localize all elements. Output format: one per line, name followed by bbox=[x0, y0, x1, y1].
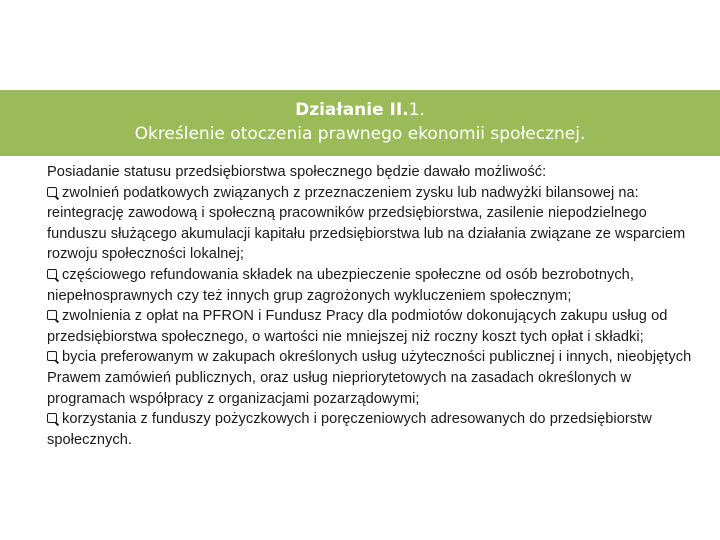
list-item bbox=[47, 183, 707, 265]
list-item bbox=[47, 409, 707, 450]
title-number: 1. bbox=[408, 100, 425, 120]
checkbox-square-icon bbox=[47, 413, 57, 423]
checkbox-square-icon bbox=[47, 351, 57, 361]
list-item bbox=[47, 306, 707, 347]
list-item-text: częściowego refundowania składek na ubezpieczenie społeczne od osób bezrobotnych, niepełnosprawnych czy też innych grup zagrożonych wykluczeniem społecznym; bbox=[47, 266, 634, 304]
title-line-2: Określenie otoczenia prawnego ekonomii społecznej. bbox=[134, 124, 586, 144]
list-item bbox=[47, 265, 707, 306]
checkbox-square-icon bbox=[47, 269, 57, 279]
intro-text: Posiadanie statusu przedsiębiorstwa społecznego będzie dawało możliwość: bbox=[47, 164, 547, 180]
list-item-text: bycia preferowanym w zakupach określonych usług użyteczności publicznej i innych, nieobjętych Prawem zamówień publicznych, oraz usług niepriorytetowych na zasadach określonych w programach współpracy z organizacjami pozarządowymi; bbox=[47, 349, 692, 407]
list-item-text: korzystania z funduszy pożyczkowych i poręczeniowych adresowanych do przedsiębiorstw społecznych. bbox=[47, 411, 652, 448]
list-item-text: zwolnienia z opłat na PFRON i Fundusz Pracy dla podmiotów dokonujących zakupu usług od przedsiębiorstwa społecznego, o wartości nie mniejszej niż roczny koszt tych opłat i składki; bbox=[47, 308, 668, 345]
slide-content bbox=[47, 162, 707, 450]
list-item bbox=[47, 347, 707, 409]
title-bold: Działanie II. bbox=[295, 100, 409, 120]
checkbox-square-icon bbox=[47, 310, 57, 320]
title-line-1 bbox=[0, 98, 720, 122]
title-banner bbox=[0, 90, 720, 156]
checkbox-square-icon bbox=[47, 187, 57, 197]
list-item-text: zwolnień podatkowych związanych z przeznaczeniem zysku lub nadwyżki bilansowej na: reintegrację zawodową i społeczną pracowników przedsiębiorstwa, zasilenie niepodzielnego funduszu służącego akumulacji kapitału przedsiębiorstwa lub na działania związane ze wsparciem rozwoju społeczności lokalnej; bbox=[47, 184, 686, 263]
